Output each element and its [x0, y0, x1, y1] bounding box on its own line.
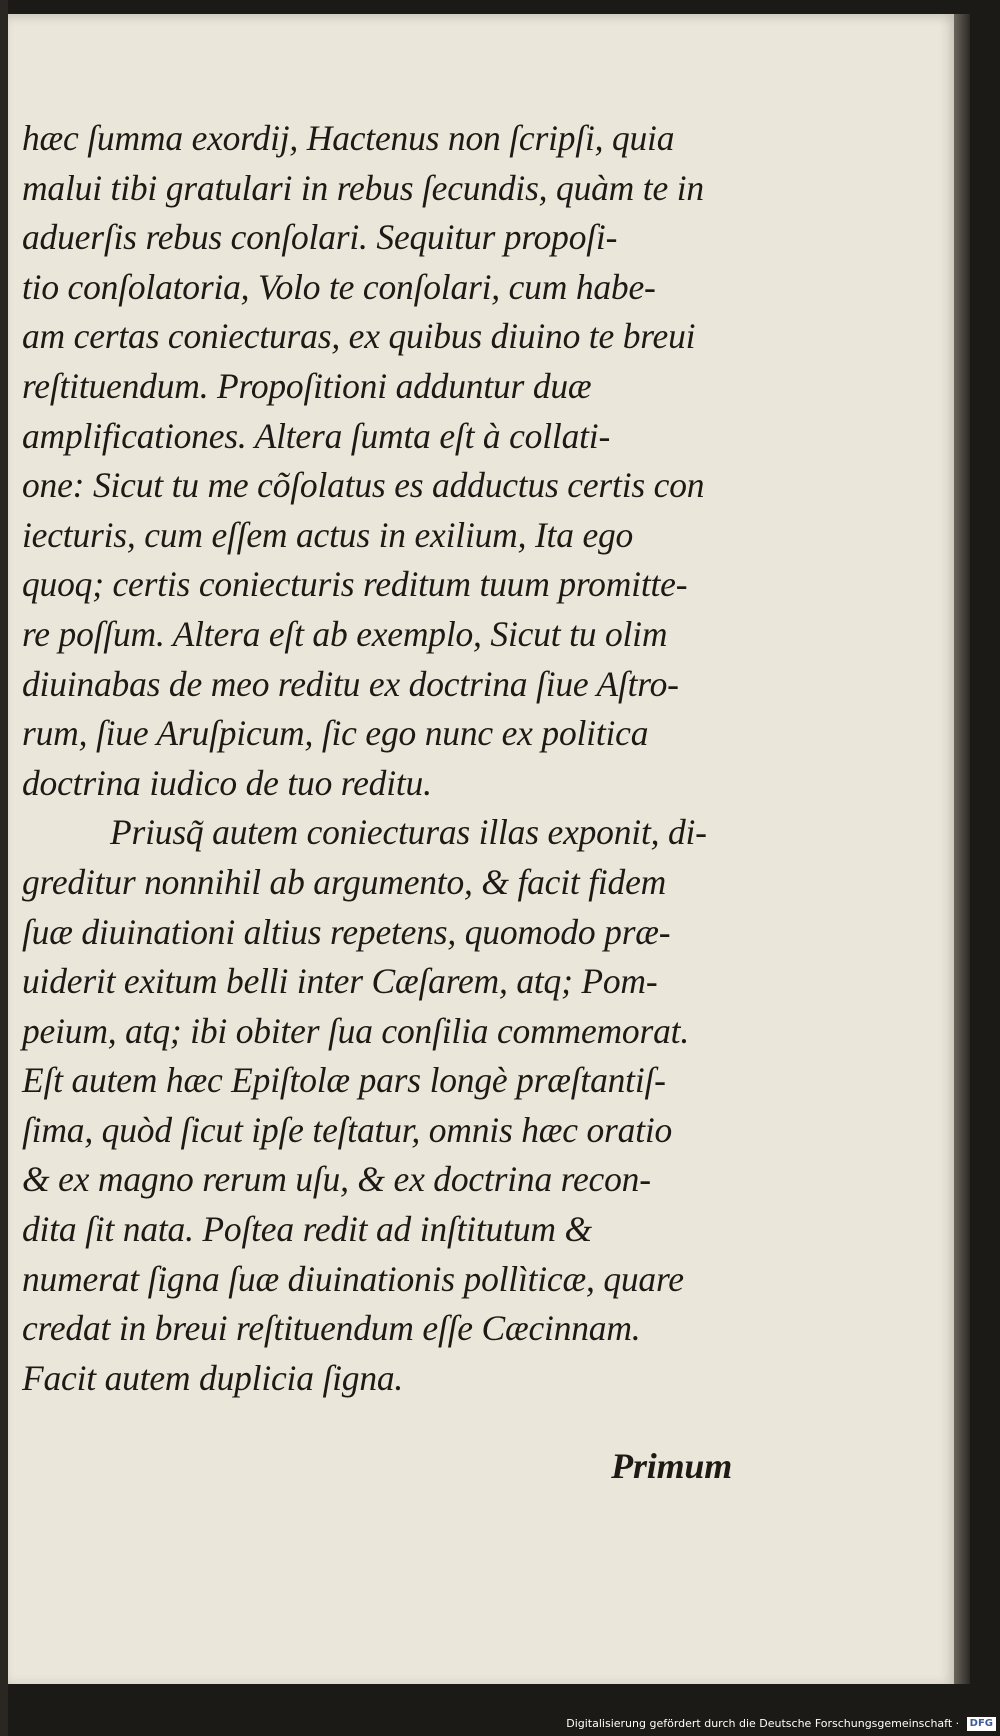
text-line: Facit autem duplicia ſigna.	[22, 1357, 404, 1398]
text-line: Eſt autem hæc Epiſtolæ pars longè præſtantiſ-	[22, 1060, 666, 1101]
text-line: dita ſit nata. Poſtea redit ad inſtitutum &	[22, 1209, 592, 1250]
book-page	[8, 14, 954, 1684]
text-line: iecturis, cum eſſem actus in exilium, Ita ego	[22, 514, 634, 555]
text-line: quoq; certis coniecturis reditum tuum promitte-	[22, 564, 688, 605]
digitization-credit	[566, 1716, 996, 1732]
text-line: aduerſis rebus conſolari. Sequitur propoſi-	[22, 217, 618, 258]
text-line: credat in breui reſtituendum eſſe Cæcinnam.	[22, 1308, 641, 1349]
text-line: re poſſum. Altera eſt ab exemplo, Sicut tu olim	[22, 613, 668, 654]
text-line: hæc ſumma exordij, Hactenus non ſcripſi, quia	[22, 118, 675, 158]
book-spine-shadow	[0, 0, 8, 1736]
text-line: malui tibi gratulari in rebus ſecundis, quàm te in	[22, 167, 704, 208]
text-line: ſuæ diuinationi altius repetens, quomodo præ-	[22, 911, 671, 952]
text-line: doctrina iudico de tuo reditu.	[22, 762, 432, 803]
dfg-logo: DFG	[967, 1717, 996, 1731]
text-line: uiderit exitum belli inter Cæſarem, atq; Pom-	[22, 961, 658, 1002]
page-text-block	[22, 114, 732, 1486]
text-line: diuinabas de meo reditu ex doctrina ſiue Aſtro-	[22, 663, 679, 704]
text-line: tio conſolatoria, Volo te conſolari, cum habe-	[22, 266, 656, 307]
text-line: ſima, quòd ſicut ipſe teſtatur, omnis hæc oratio	[22, 1109, 673, 1150]
text-line: numerat ſigna ſuæ diuinationis pollìticæ, quare	[22, 1258, 684, 1299]
text-line: Priusq̃ autem coniecturas illas exponit, di-	[110, 812, 707, 853]
text-line: reſtituendum. Propoſitioni adduntur duæ	[22, 365, 592, 406]
page-edge-shadow	[954, 14, 970, 1684]
credit-text: Digitalisierung gefördert durch die Deutsche Forschungsgemeinschaft ·	[566, 1717, 960, 1730]
text-line: rum, ſiue Aruſpicum, ſic ego nunc ex politica	[22, 713, 649, 754]
text-line: am certas coniecturas, ex quibus diuino te breui	[22, 316, 696, 357]
text-line: greditur nonnihil ab argumento, & facit fidem	[22, 861, 667, 902]
text-line: peium, atq; ibi obiter ſua conſilia commemorat.	[22, 1010, 689, 1051]
text-line: one: Sicut tu me cõſolatus es adductus certis con	[22, 465, 705, 506]
catchword: Primum	[611, 1446, 732, 1486]
text-line: amplificationes. Altera ſumta eſt à collati-	[22, 415, 611, 456]
text-line: & ex magno rerum uſu, & ex doctrina recon-	[22, 1159, 651, 1200]
